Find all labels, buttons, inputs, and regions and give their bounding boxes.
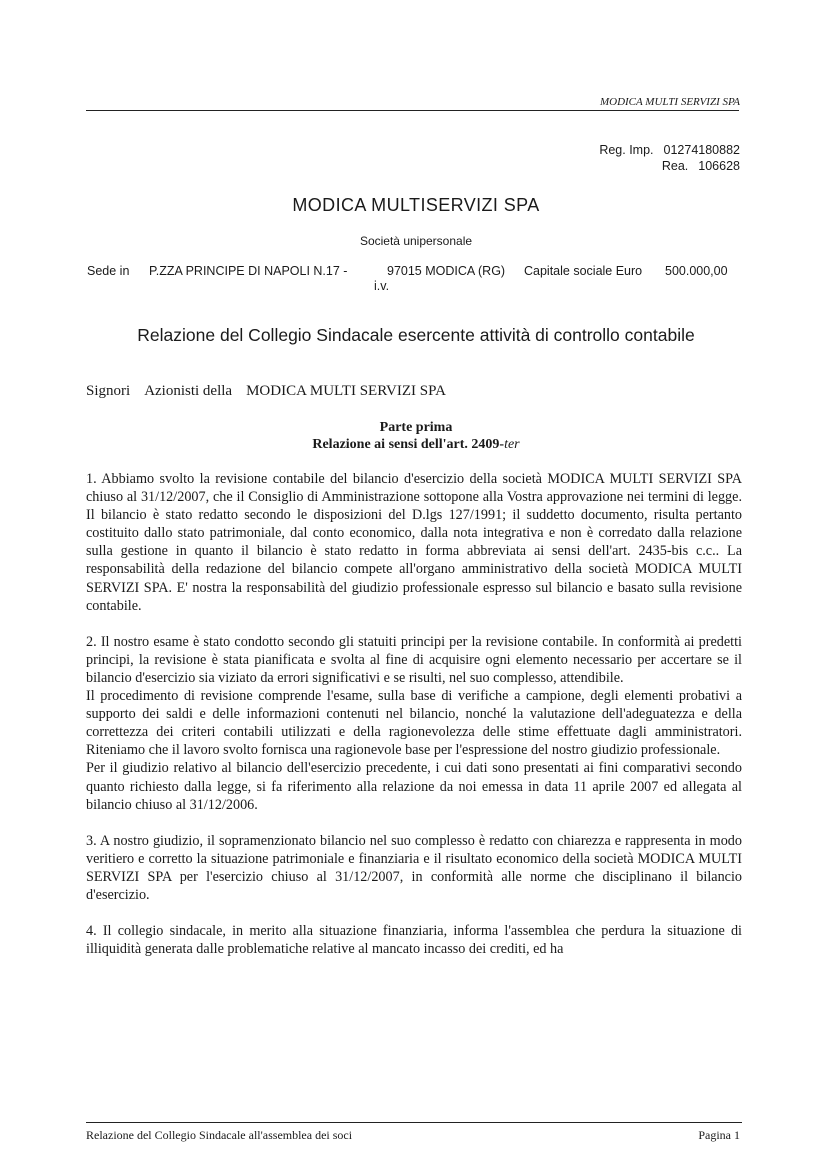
capital-value: 500.000,00 xyxy=(665,264,728,278)
running-header-company: MODICA MULTI SERVIZI SPA xyxy=(599,96,740,108)
paragraph-3: 3. A nostro giudizio, il sopramenzionato bilancio nel suo complesso è redatto con chiarezza e rappresenta in modo veritiero e corretto la situazione patrimoniale e finanziaria e il risultato economico della società MODICA MULTI SERVIZI SPA per l'esercizio chiuso al 31/12/2007, in conformità alle norme che disciplinano il bilancio d'esercizio. xyxy=(86,832,742,903)
capital-suffix: i.v. xyxy=(374,279,390,293)
capital-label: Capitale sociale Euro xyxy=(524,264,643,278)
seat-city: 97015 MODICA (RG) xyxy=(387,264,506,278)
company-name: MODICA MULTISERVIZI SPA xyxy=(292,195,540,215)
salutation-azionisti: Azionisti della xyxy=(144,383,233,399)
paragraph-1: 1. Abbiamo svolto la revisione contabile del bilancio d'esercizio della società MODICA MULTI SERVIZI SPA chiuso al 31/12/2007, che il Consiglio di Amministrazione sottopone alla Vostra approvazione nei termini di legge. Il bilancio è stato redatto secondo le disposizioni del D.lgs 127/1991; il suddetto documento, risulta pertanto costituito dallo stato patrimoniale, dal conto economico, dalla nota integrativa e non è corredato dalla relazione sulla gestione in quanto il bilancio è stato redatto in forma abbreviata ai sensi dell'art. 2435-bis c.c.. La responsabilità della redazione del bilancio compete all'organo amministrativo della società MODICA MULTI SERVIZI SPA. E' nostra la responsabilità del giudizio professionale espresso sul bilancio e basato sulla revisione contabile. xyxy=(86,471,742,614)
report-title: Relazione del Collegio Sindacale esercente attività di controllo contabile xyxy=(137,325,695,345)
rea-value: 106628 xyxy=(698,159,740,173)
reg-imp-label: Reg. Imp. xyxy=(599,143,654,157)
paragraph-4: 4. Il collegio sindacale, in merito alla situazione finanziaria, informa l'assemblea che perdura la situazione di illiquidità generata dalle problematiche relative al mancato incasso dei crediti, ed ha xyxy=(86,923,742,958)
part-subtitle-text: Relazione ai sensi dell'art. 2409- xyxy=(312,437,505,452)
report-body xyxy=(86,470,742,958)
part-subtitle-italic: ter xyxy=(504,437,520,452)
salutation-signori: Signori xyxy=(86,383,131,399)
paragraph-2a: 2. Il nostro esame è stato condotto secondo gli statuiti principi per la revisione contabile. In conformità ai predetti principi, la revisione è stata pianificata e svolta al fine di acquisire ogni elemento necessario per accertare se il bilancio d'esercizio sia viziato da errori significativi e se risulti, nel suo complesso, attendibile. xyxy=(86,633,742,686)
seat-address: P.ZZA PRINCIPE DI NAPOLI N.17 - xyxy=(149,264,348,278)
paragraph-2c: Per il giudizio relativo al bilancio dell'esercizio precedente, i cui dati sono presentati ai fini comparativi secondo quanto richiesto dalla legge, si fa riferimento alla relazione da noi emessa in data 11 aprile 2007 ed allegata al bilancio chiuso al 31/12/2006. xyxy=(86,760,742,813)
header-rule xyxy=(86,110,739,111)
reg-imp-value: 01274180882 xyxy=(663,143,740,157)
registry-reg-imp xyxy=(599,142,740,158)
registry-block xyxy=(599,142,740,174)
salutation-company: MODICA MULTI SERVIZI SPA xyxy=(246,383,446,399)
footer-rule xyxy=(86,1122,742,1123)
part-subtitle xyxy=(0,437,832,453)
paragraph-2b: Il procedimento di revisione comprende l'esame, sulla base di verifiche a campione, degli elementi probativi a supporto dei saldi e delle informazioni contenuti nel bilancio, nonché la valutazione dell'adeguatezza e della correttezza dei criteri contabili utilizzati e della ragionevolezza delle stime effettuate dagli amministratori. Riteniamo che il lavoro svolto fornisca una ragionevole base per l'espressione del nostro giudizio professionale. xyxy=(86,688,742,759)
salutation xyxy=(86,383,460,400)
rea-label: Rea. xyxy=(661,159,689,173)
footer-title: Relazione del Collegio Sindacale all'assemblea dei soci xyxy=(86,1128,353,1142)
part-title: Parte prima xyxy=(379,420,453,435)
company-type: Società unipersonale xyxy=(359,234,473,248)
registry-rea xyxy=(599,158,740,174)
page-number: Pagina 1 xyxy=(698,1128,740,1142)
seat-label: Sede in xyxy=(87,264,130,278)
